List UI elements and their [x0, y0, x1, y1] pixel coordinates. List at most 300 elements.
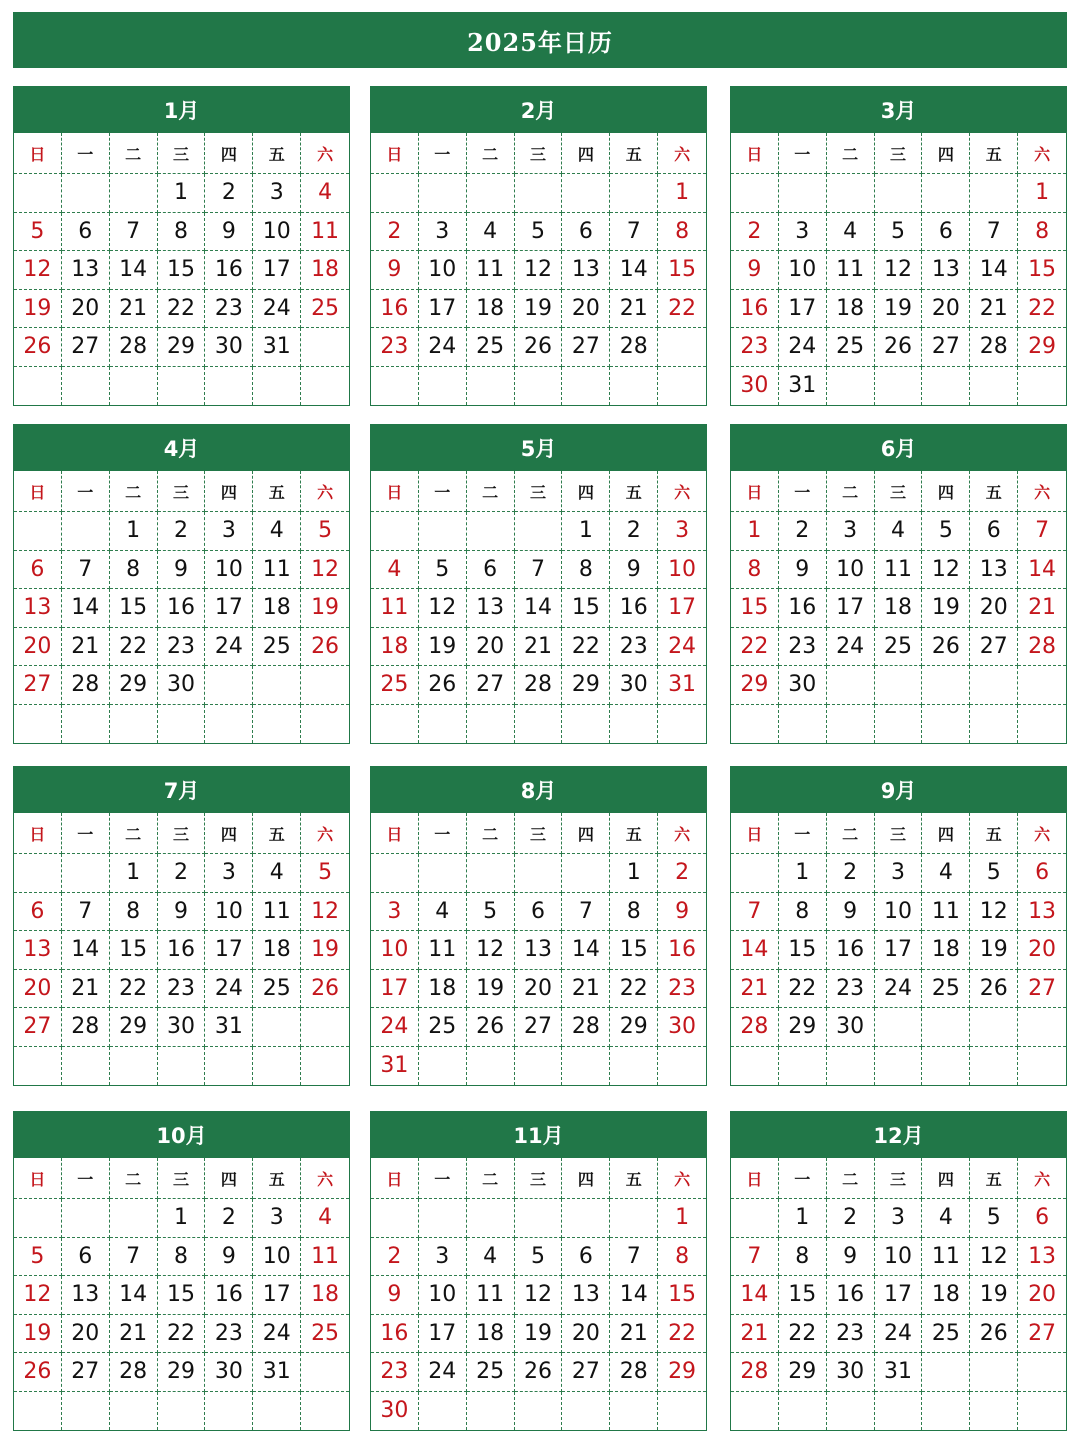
- weekday-header: 五: [610, 133, 658, 174]
- empty-cell: [419, 512, 467, 551]
- day-cell: 8: [158, 213, 206, 252]
- empty-cell: [1018, 1392, 1066, 1431]
- day-cell: 27: [515, 1008, 563, 1047]
- day-cell: 14: [731, 931, 779, 970]
- weekday-header: 六: [301, 471, 349, 512]
- day-cell: 29: [610, 1008, 658, 1047]
- day-cell: 16: [610, 589, 658, 628]
- month-card: [370, 1111, 707, 1431]
- day-cell: 3: [371, 893, 419, 932]
- day-cell: 26: [467, 1008, 515, 1047]
- empty-cell: [922, 367, 970, 406]
- day-cell: 29: [1018, 328, 1066, 367]
- day-cell: 19: [14, 290, 62, 329]
- day-cell: 27: [14, 1008, 62, 1047]
- day-cell: 4: [253, 512, 301, 551]
- day-cell: 22: [731, 628, 779, 667]
- empty-cell: [515, 1392, 563, 1431]
- day-cell: 26: [970, 1315, 1018, 1354]
- day-cell: 16: [779, 589, 827, 628]
- empty-cell: [14, 512, 62, 551]
- page-title: 2025年日历: [13, 12, 1067, 68]
- weekday-header: 一: [779, 471, 827, 512]
- day-cell: 8: [658, 1238, 706, 1277]
- day-cell: 12: [515, 1276, 563, 1315]
- empty-cell: [875, 705, 923, 744]
- empty-cell: [922, 174, 970, 213]
- day-cell: 28: [110, 328, 158, 367]
- empty-cell: [14, 174, 62, 213]
- day-cell: 4: [922, 1199, 970, 1238]
- day-cell: 24: [875, 970, 923, 1009]
- day-cell: 6: [467, 551, 515, 590]
- empty-cell: [419, 1199, 467, 1238]
- weekday-header: 日: [371, 471, 419, 512]
- empty-cell: [371, 1199, 419, 1238]
- empty-cell: [14, 705, 62, 744]
- empty-cell: [301, 1392, 349, 1431]
- day-cell: 28: [1018, 628, 1066, 667]
- day-cell: 10: [779, 251, 827, 290]
- empty-cell: [875, 367, 923, 406]
- empty-cell: [371, 174, 419, 213]
- day-cell: 10: [419, 1276, 467, 1315]
- empty-cell: [515, 1199, 563, 1238]
- empty-cell: [467, 174, 515, 213]
- empty-cell: [1018, 1353, 1066, 1392]
- day-cell: 28: [515, 666, 563, 705]
- day-cell: 11: [922, 1238, 970, 1277]
- day-cell: 11: [419, 931, 467, 970]
- empty-cell: [922, 1392, 970, 1431]
- day-cell: 2: [205, 1199, 253, 1238]
- day-cell: 2: [610, 512, 658, 551]
- day-cell: 22: [779, 1315, 827, 1354]
- day-cell: 25: [419, 1008, 467, 1047]
- month-card: [370, 766, 707, 1086]
- day-cell: 1: [779, 1199, 827, 1238]
- day-cell: 19: [301, 589, 349, 628]
- weekday-header: 一: [62, 813, 110, 854]
- empty-cell: [922, 1008, 970, 1047]
- weekday-header: 二: [110, 813, 158, 854]
- day-cell: 12: [970, 1238, 1018, 1277]
- month-grid: [14, 813, 349, 1085]
- day-cell: 30: [158, 666, 206, 705]
- day-cell: 17: [253, 251, 301, 290]
- day-cell: 16: [205, 251, 253, 290]
- day-cell: 29: [110, 666, 158, 705]
- day-cell: 31: [779, 367, 827, 406]
- empty-cell: [779, 1047, 827, 1086]
- day-cell: 7: [1018, 512, 1066, 551]
- day-cell: 20: [515, 970, 563, 1009]
- day-cell: 15: [158, 251, 206, 290]
- empty-cell: [371, 512, 419, 551]
- day-cell: 7: [62, 551, 110, 590]
- weekday-header: 日: [14, 1158, 62, 1199]
- day-cell: 21: [562, 970, 610, 1009]
- day-cell: 22: [158, 1315, 206, 1354]
- month-card: [730, 1111, 1067, 1431]
- day-cell: 24: [779, 328, 827, 367]
- weekday-header: 日: [731, 133, 779, 174]
- empty-cell: [515, 705, 563, 744]
- empty-cell: [205, 1392, 253, 1431]
- day-cell: 8: [110, 893, 158, 932]
- month-title: 9月: [731, 767, 1066, 813]
- empty-cell: [371, 367, 419, 406]
- day-cell: 31: [253, 328, 301, 367]
- day-cell: 3: [827, 512, 875, 551]
- day-cell: 14: [970, 251, 1018, 290]
- weekday-header: 五: [970, 471, 1018, 512]
- empty-cell: [827, 174, 875, 213]
- day-cell: 5: [14, 213, 62, 252]
- day-cell: 15: [731, 589, 779, 628]
- day-cell: 16: [205, 1276, 253, 1315]
- weekday-header: 六: [1018, 813, 1066, 854]
- empty-cell: [970, 1353, 1018, 1392]
- day-cell: 16: [158, 589, 206, 628]
- day-cell: 5: [515, 1238, 563, 1277]
- weekday-header: 三: [875, 133, 923, 174]
- day-cell: 7: [110, 1238, 158, 1277]
- day-cell: 27: [62, 1353, 110, 1392]
- empty-cell: [205, 367, 253, 406]
- day-cell: 21: [731, 970, 779, 1009]
- empty-cell: [62, 1392, 110, 1431]
- day-cell: 14: [562, 931, 610, 970]
- empty-cell: [970, 666, 1018, 705]
- day-cell: 11: [301, 1238, 349, 1277]
- day-cell: 13: [467, 589, 515, 628]
- day-cell: 9: [205, 1238, 253, 1277]
- empty-cell: [253, 705, 301, 744]
- weekday-header: 五: [253, 471, 301, 512]
- day-cell: 17: [205, 589, 253, 628]
- day-cell: 30: [205, 1353, 253, 1392]
- empty-cell: [62, 705, 110, 744]
- month-card: [13, 424, 350, 744]
- empty-cell: [467, 512, 515, 551]
- day-cell: 30: [827, 1008, 875, 1047]
- day-cell: 28: [562, 1008, 610, 1047]
- day-cell: 21: [1018, 589, 1066, 628]
- weekday-header: 六: [658, 133, 706, 174]
- weekday-header: 四: [205, 1158, 253, 1199]
- day-cell: 22: [779, 970, 827, 1009]
- weekday-header: 三: [515, 1158, 563, 1199]
- day-cell: 27: [467, 666, 515, 705]
- empty-cell: [14, 1047, 62, 1086]
- weekday-header: 二: [110, 1158, 158, 1199]
- day-cell: 2: [158, 854, 206, 893]
- weekday-header: 一: [779, 813, 827, 854]
- day-cell: 8: [658, 213, 706, 252]
- day-cell: 8: [158, 1238, 206, 1277]
- empty-cell: [658, 367, 706, 406]
- day-cell: 29: [158, 328, 206, 367]
- empty-cell: [970, 1047, 1018, 1086]
- day-cell: 6: [1018, 854, 1066, 893]
- day-cell: 10: [419, 251, 467, 290]
- empty-cell: [301, 1047, 349, 1086]
- day-cell: 11: [253, 893, 301, 932]
- day-cell: 26: [875, 328, 923, 367]
- day-cell: 15: [158, 1276, 206, 1315]
- month-title: 6月: [731, 425, 1066, 471]
- empty-cell: [827, 1047, 875, 1086]
- empty-cell: [779, 705, 827, 744]
- day-cell: 26: [515, 328, 563, 367]
- day-cell: 26: [419, 666, 467, 705]
- weekday-header: 六: [1018, 133, 1066, 174]
- day-cell: 30: [205, 328, 253, 367]
- day-cell: 9: [779, 551, 827, 590]
- weekday-header: 三: [515, 471, 563, 512]
- day-cell: 15: [1018, 251, 1066, 290]
- weekday-header: 五: [253, 1158, 301, 1199]
- empty-cell: [62, 512, 110, 551]
- day-cell: 12: [419, 589, 467, 628]
- day-cell: 22: [610, 970, 658, 1009]
- day-cell: 10: [371, 931, 419, 970]
- day-cell: 2: [371, 213, 419, 252]
- empty-cell: [467, 854, 515, 893]
- day-cell: 10: [205, 551, 253, 590]
- day-cell: 17: [419, 290, 467, 329]
- day-cell: 22: [562, 628, 610, 667]
- day-cell: 14: [62, 589, 110, 628]
- day-cell: 9: [827, 893, 875, 932]
- empty-cell: [253, 367, 301, 406]
- day-cell: 20: [14, 628, 62, 667]
- day-cell: 8: [779, 893, 827, 932]
- day-cell: 14: [610, 1276, 658, 1315]
- day-cell: 16: [827, 931, 875, 970]
- day-cell: 12: [922, 551, 970, 590]
- weekday-header: 四: [922, 813, 970, 854]
- weekday-header: 四: [562, 1158, 610, 1199]
- month-card: [370, 86, 707, 406]
- day-cell: 18: [922, 1276, 970, 1315]
- day-cell: 23: [610, 628, 658, 667]
- day-cell: 22: [658, 290, 706, 329]
- empty-cell: [970, 367, 1018, 406]
- empty-cell: [658, 1392, 706, 1431]
- day-cell: 1: [779, 854, 827, 893]
- day-cell: 13: [14, 589, 62, 628]
- weekday-header: 二: [467, 471, 515, 512]
- empty-cell: [253, 1392, 301, 1431]
- day-cell: 24: [827, 628, 875, 667]
- empty-cell: [1018, 666, 1066, 705]
- month-card: [13, 86, 350, 406]
- day-cell: 19: [515, 1315, 563, 1354]
- day-cell: 21: [970, 290, 1018, 329]
- empty-cell: [371, 854, 419, 893]
- weekday-header: 二: [110, 471, 158, 512]
- empty-cell: [970, 705, 1018, 744]
- day-cell: 8: [731, 551, 779, 590]
- day-cell: 18: [467, 290, 515, 329]
- day-cell: 19: [875, 290, 923, 329]
- empty-cell: [14, 1199, 62, 1238]
- empty-cell: [922, 666, 970, 705]
- day-cell: 19: [14, 1315, 62, 1354]
- day-cell: 20: [922, 290, 970, 329]
- day-cell: 28: [62, 666, 110, 705]
- day-cell: 19: [467, 970, 515, 1009]
- day-cell: 21: [610, 1315, 658, 1354]
- month-card: [13, 766, 350, 1086]
- day-cell: 2: [205, 174, 253, 213]
- day-cell: 4: [467, 1238, 515, 1277]
- day-cell: 4: [253, 854, 301, 893]
- empty-cell: [158, 1392, 206, 1431]
- day-cell: 28: [110, 1353, 158, 1392]
- empty-cell: [875, 174, 923, 213]
- day-cell: 15: [110, 589, 158, 628]
- month-grid: [371, 1158, 706, 1430]
- day-cell: 30: [827, 1353, 875, 1392]
- empty-cell: [62, 1199, 110, 1238]
- weekday-header: 二: [110, 133, 158, 174]
- day-cell: 8: [610, 893, 658, 932]
- weekday-header: 三: [158, 813, 206, 854]
- empty-cell: [610, 367, 658, 406]
- empty-cell: [110, 1047, 158, 1086]
- month-grid: [371, 133, 706, 405]
- day-cell: 3: [875, 854, 923, 893]
- weekday-header: 六: [658, 813, 706, 854]
- day-cell: 18: [875, 589, 923, 628]
- weekday-header: 四: [205, 133, 253, 174]
- day-cell: 20: [14, 970, 62, 1009]
- day-cell: 29: [779, 1353, 827, 1392]
- day-cell: 5: [875, 213, 923, 252]
- day-cell: 30: [779, 666, 827, 705]
- day-cell: 17: [658, 589, 706, 628]
- empty-cell: [827, 1392, 875, 1431]
- weekday-header: 日: [371, 133, 419, 174]
- month-card: [730, 86, 1067, 406]
- day-cell: 25: [827, 328, 875, 367]
- day-cell: 24: [658, 628, 706, 667]
- day-cell: 7: [731, 893, 779, 932]
- weekday-header: 四: [922, 1158, 970, 1199]
- day-cell: 14: [731, 1276, 779, 1315]
- empty-cell: [253, 666, 301, 705]
- day-cell: 14: [1018, 551, 1066, 590]
- day-cell: 12: [301, 893, 349, 932]
- day-cell: 22: [158, 290, 206, 329]
- empty-cell: [301, 328, 349, 367]
- day-cell: 4: [467, 213, 515, 252]
- weekday-header: 六: [658, 1158, 706, 1199]
- empty-cell: [1018, 1047, 1066, 1086]
- weekday-header: 三: [158, 471, 206, 512]
- day-cell: 13: [515, 931, 563, 970]
- day-cell: 10: [205, 893, 253, 932]
- empty-cell: [515, 174, 563, 213]
- day-cell: 1: [110, 512, 158, 551]
- weekday-header: 三: [158, 133, 206, 174]
- day-cell: 28: [970, 328, 1018, 367]
- day-cell: 21: [731, 1315, 779, 1354]
- empty-cell: [301, 1008, 349, 1047]
- day-cell: 1: [110, 854, 158, 893]
- weekday-header: 一: [419, 813, 467, 854]
- empty-cell: [562, 1392, 610, 1431]
- day-cell: 13: [62, 1276, 110, 1315]
- day-cell: 3: [419, 1238, 467, 1277]
- day-cell: 24: [419, 1353, 467, 1392]
- day-cell: 7: [970, 213, 1018, 252]
- day-cell: 23: [658, 970, 706, 1009]
- empty-cell: [731, 854, 779, 893]
- empty-cell: [827, 367, 875, 406]
- weekday-header: 一: [62, 133, 110, 174]
- weekday-header: 二: [467, 133, 515, 174]
- day-cell: 25: [922, 970, 970, 1009]
- day-cell: 5: [301, 854, 349, 893]
- empty-cell: [610, 1199, 658, 1238]
- day-cell: 25: [922, 1315, 970, 1354]
- weekday-header: 五: [253, 133, 301, 174]
- day-cell: 27: [562, 1353, 610, 1392]
- month-title: 11月: [371, 1112, 706, 1158]
- day-cell: 6: [515, 893, 563, 932]
- weekday-header: 一: [419, 471, 467, 512]
- day-cell: 1: [158, 1199, 206, 1238]
- day-cell: 27: [1018, 970, 1066, 1009]
- day-cell: 25: [371, 666, 419, 705]
- day-cell: 9: [731, 251, 779, 290]
- day-cell: 7: [515, 551, 563, 590]
- empty-cell: [779, 1392, 827, 1431]
- day-cell: 21: [515, 628, 563, 667]
- day-cell: 28: [610, 328, 658, 367]
- day-cell: 19: [515, 290, 563, 329]
- day-cell: 26: [14, 328, 62, 367]
- empty-cell: [1018, 367, 1066, 406]
- weekday-header: 六: [301, 1158, 349, 1199]
- day-cell: 10: [253, 213, 301, 252]
- day-cell: 30: [658, 1008, 706, 1047]
- day-cell: 27: [14, 666, 62, 705]
- month-card: [730, 766, 1067, 1086]
- weekday-header: 五: [970, 1158, 1018, 1199]
- empty-cell: [970, 174, 1018, 213]
- day-cell: 13: [562, 251, 610, 290]
- day-cell: 27: [562, 328, 610, 367]
- day-cell: 24: [253, 290, 301, 329]
- day-cell: 17: [875, 931, 923, 970]
- day-cell: 18: [827, 290, 875, 329]
- empty-cell: [658, 1047, 706, 1086]
- empty-cell: [158, 705, 206, 744]
- day-cell: 6: [562, 1238, 610, 1277]
- day-cell: 17: [419, 1315, 467, 1354]
- weekday-header: 一: [62, 1158, 110, 1199]
- weekday-header: 五: [970, 133, 1018, 174]
- empty-cell: [467, 1047, 515, 1086]
- month-grid: [731, 1158, 1066, 1430]
- day-cell: 10: [658, 551, 706, 590]
- day-cell: 20: [62, 1315, 110, 1354]
